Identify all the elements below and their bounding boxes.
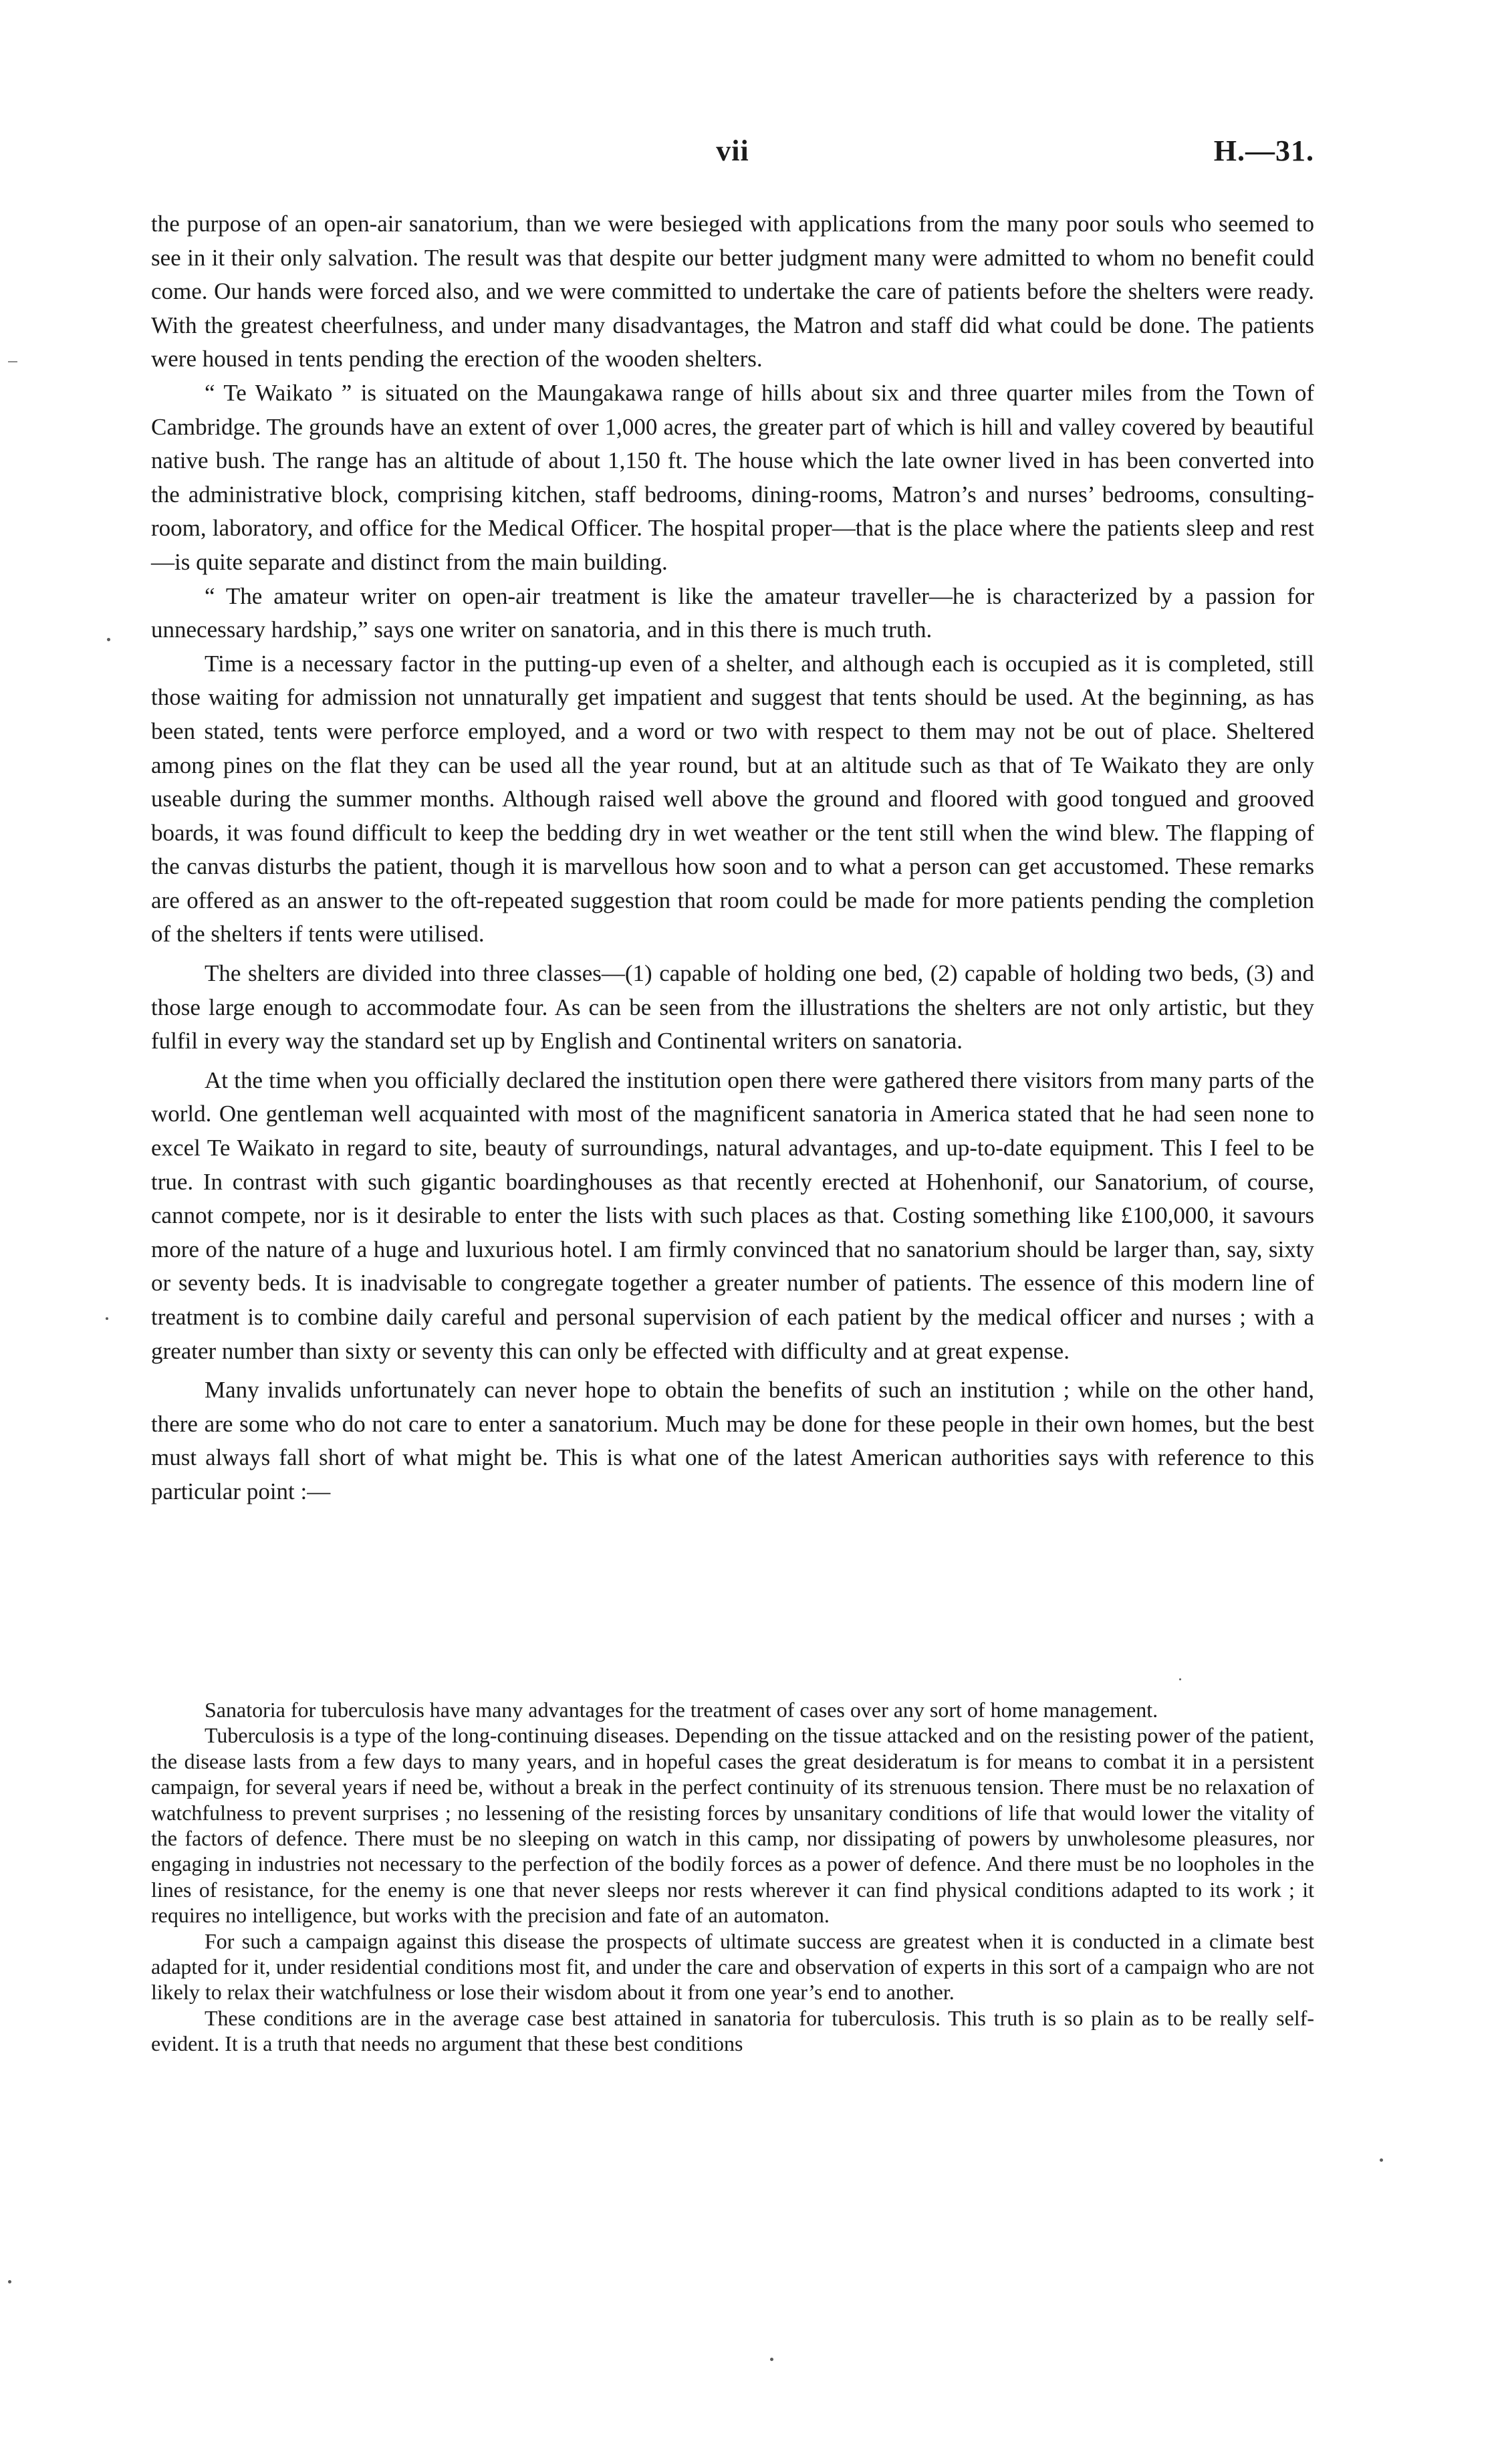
page-number: vii: [716, 134, 749, 167]
margin-speck: [106, 1317, 108, 1320]
paragraph: The shelters are divided into three classes—(1) capable of holding one bed, (2) capable of holding two beds, (3) and those large enough to accommodate four. As can be seen from the illustrations the shelters are not only artistic, but they fulfil in every way the standard set up by English and Continental writers on sanatoria.: [151, 960, 1314, 1054]
main-text: [151, 207, 1314, 1509]
margin-speck: [107, 638, 110, 641]
margin-speck: [8, 2280, 11, 2283]
document-reference: H.—31.: [1213, 134, 1314, 167]
paragraph: Many invalids unfortunately can never hope to obtain the benefits of such an institution ; while on the other hand, there are some who do not care to enter a sanatorium. Much may be done for these people in their own homes, but the best must always fall short of what might be. This is what one of the latest American authorities says with reference to this particular point :—: [151, 1377, 1314, 1504]
paragraph: “ The amateur writer on open-air treatment is like the amateur traveller—he is characterized by a passion for unnecessary hardship,” says one writer on sanatoria, and in this there is much truth.: [151, 582, 1314, 643]
paragraph: “ Te Waikato ” is situated on the Maungakawa range of hills about six and three quarter miles from the Town of Cambridge. The grounds have an extent of over 1,000 acres, the greater part of which is hill and valley covered by beautiful native bush. The range has an altitude of about 1,150 ft. The house which the late owner lived in has been converted into the administrative block, comprising kitchen, staff bedrooms, dining-rooms, Matron’s and nurses’ bedrooms, consulting-room, laboratory, and office for the Medical Officer. The hospital proper—that is the place where the patients sleep and rest—is quite separate and distinct from the main building.: [151, 379, 1314, 575]
quote-paragraph: Sanatoria for tuberculosis have many advantages for the treatment of cases over any sort of home management.: [205, 1698, 1158, 1722]
margin-speck: [8, 361, 17, 362]
paragraph: At the time when you officially declared the institution open there were gathered there visitors from many parts of the world. One gentleman well acquainted with most of the magnificent sanatoria in America stated that he had seen none to excel Te Waikato in regard to site, beauty of surroundings, natural advantages, and up-to-date equipment. This I feel to be true. In contrast with such gigantic boardinghouses as that recently erected at Hohenhonif, our Sanatorium, of course, cannot compete, nor is it desirable to enter the lists with such places as that. Costing something like £100,000, it savours more of the nature of a huge and luxurious hotel. I am firmly convinced that no sanatorium should be larger than, say, sixty or seventy beds. It is inadvisable to congregate together a greater number of patients. The essence of this modern line of treatment is to combine daily careful and personal supervision of each patient by the medical officer and nurses ; with a greater number than sixty or seventy this can only be effected with difficulty and at great expense.: [151, 1067, 1314, 1364]
quoted-passage: [151, 1697, 1314, 2057]
quote-paragraph: For such a campaign against this disease the prospects of ultimate success are greatest when it is conducted in a climate best adapted for it, under residential conditions most fit, and under the care and observation of experts in this sort of a campaign who are not likely to relax their watchfulness or lose their wisdom about it from one year’s end to another.: [151, 1928, 1314, 2005]
margin-speck: [770, 2358, 773, 2361]
page-header: [151, 134, 1314, 174]
paragraph: the purpose of an open-air sanatorium, than we were besieged with applications from the many poor souls who seemed to see in it their only salvation. The result was that despite our better judgment many were admitted to whom no benefit could come. Our hands were forced also, and we were committed to undertake the care of patients before the shelters were ready. With the greatest cheerfulness, and under many disadvantages, the Matron and staff did what could be done. The patients were housed in tents pending the erection of the wooden shelters.: [151, 211, 1314, 372]
paragraph: Time is a necessary factor in the putting-up even of a shelter, and although each is occupied as it is completed, still those waiting for admission not unnaturally get impatient and suggest that tents should be used. At the beginning, as has been stated, tents were perforce employed, and a word or two with respect to them may not be out of place. Sheltered among pines on the flat they can be used all the year round, but at an altitude such as that of Te Waikato they are only useable during the summer months. Although raised well above the ground and floored with good tongued and grooved boards, it was found difficult to keep the bedding dry in wet weather or the tent still when the wind blew. The flapping of the canvas disturbs the patient, though it is marvellous how soon and to what a person can get accustomed. These remarks are offered as an answer to the oft-repeated suggestion that room could be made for more patients pending the completion of the shelters if tents were utilised.: [151, 650, 1314, 947]
quote-paragraph: Tuberculosis is a type of the long-continuing diseases. Depending on the tissue attacked and on the resisting power of the patient, the disease lasts from a few days to many years, and in hopeful cases the great desideratum is for means to combat it in a persistent campaign, for several years if need be, without a break in the perfect continuity of its strenuous tension. There must be no relaxation of watchfulness to prevent surprises ; no lessening of the resisting forces by unsanitary conditions of life that would lower the vitality of the factors of defence. There must be no sleeping on watch in this camp, nor dissipating of powers by unwholesome pleasures, nor engaging in industries not necessary to the perfection of the bodily forces as a power of defence. And there must be no loopholes in the lines of resistance, for the enemy is one that never sleeps nor rests wherever it can find physical conditions adapted to its work ; it requires no intelligence, but works with the precision and fate of an automaton.: [151, 1723, 1314, 1928]
margin-speck: [1179, 1678, 1181, 1680]
quote-paragraph: These conditions are in the average case best attained in sanatoria for tuberculosis. This truth is so plain as to be really self-evident. It is a truth that needs no argument that these best conditions: [151, 2005, 1314, 2056]
margin-speck: [1380, 2158, 1383, 2162]
